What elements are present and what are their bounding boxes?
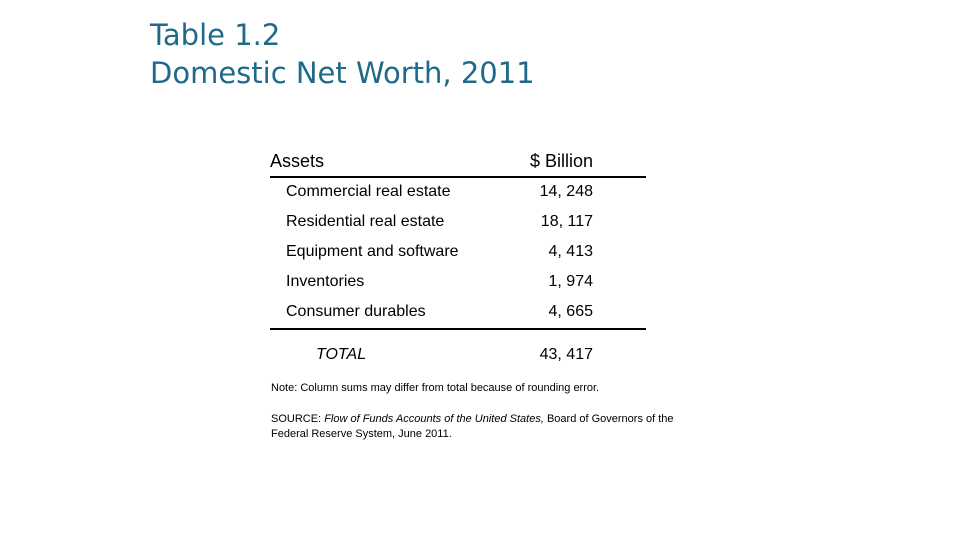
source-prefix: SOURCE: bbox=[271, 413, 325, 425]
row-value: 4, 665 bbox=[548, 303, 593, 320]
table-body bbox=[270, 178, 646, 330]
header-assets: Assets bbox=[270, 151, 325, 171]
net-worth-table bbox=[270, 146, 646, 370]
page-title bbox=[150, 16, 535, 92]
row-value: 4, 413 bbox=[548, 243, 593, 260]
table-row bbox=[270, 268, 646, 298]
row-label: Consumer durables bbox=[286, 303, 426, 320]
row-value: 1, 974 bbox=[548, 273, 593, 290]
row-label: Commercial real estate bbox=[286, 183, 451, 200]
row-value: 14, 248 bbox=[539, 183, 593, 200]
table-row bbox=[270, 208, 646, 238]
source-citation bbox=[271, 412, 691, 442]
row-value: 18, 117 bbox=[540, 213, 593, 230]
table-row bbox=[270, 298, 646, 328]
source-rest: Board of Governors of the Federal Reserve System, June 2011. bbox=[271, 413, 674, 440]
row-label: Inventories bbox=[286, 273, 365, 290]
table-header bbox=[270, 146, 646, 178]
row-label: Equipment and software bbox=[286, 243, 459, 260]
title-line-2: Domestic Net Worth, 2011 bbox=[150, 56, 535, 90]
header-billion: $ Billion bbox=[529, 151, 593, 171]
table-row bbox=[270, 238, 646, 268]
total-value: 43, 417 bbox=[539, 346, 593, 363]
title-line-1: Table 1.2 bbox=[150, 18, 281, 52]
table-note: Note: Column sums may differ from total because of rounding error. bbox=[271, 382, 600, 394]
table-row bbox=[270, 178, 646, 208]
source-publication: Flow of Funds Accounts of the United States, bbox=[324, 413, 544, 425]
row-label: Residential real estate bbox=[286, 213, 445, 230]
total-label: TOTAL bbox=[316, 346, 367, 363]
total-row bbox=[270, 330, 646, 370]
